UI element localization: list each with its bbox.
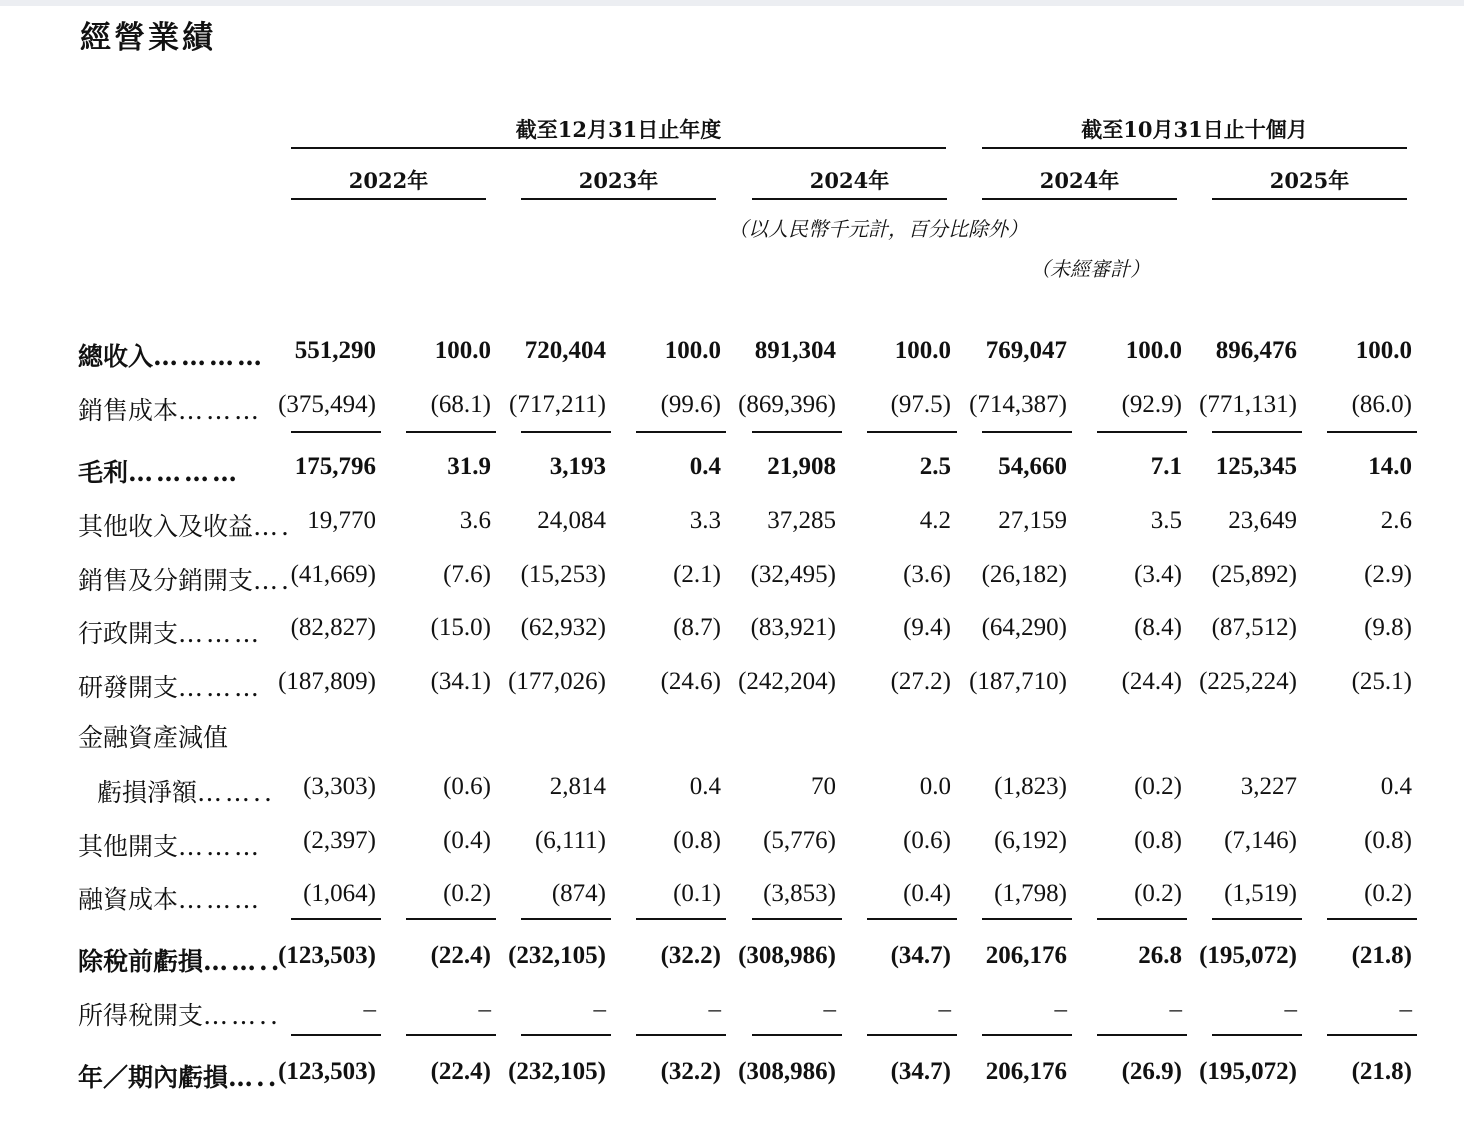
- amount-cell: (717,211): [509, 391, 606, 418]
- percent-cell: (0.8): [673, 827, 721, 854]
- percent-cell: (0.1): [673, 880, 721, 907]
- amount-cell: 896,476: [1215, 337, 1297, 364]
- percent-cell: (25.1): [1351, 668, 1412, 695]
- amount-cell: –: [823, 996, 836, 1023]
- row-label-text: 毛利: [78, 458, 129, 487]
- amount-cell: –: [1284, 996, 1297, 1023]
- percent-cell: 3.6: [459, 507, 491, 534]
- percent-cell: (97.5): [890, 391, 951, 418]
- percent-cell: 100.0: [434, 337, 491, 364]
- percent-cell: (99.6): [660, 391, 721, 418]
- top-border: [0, 0, 1464, 6]
- amount-cell: (32,495): [750, 561, 836, 588]
- subtotal-rule: [752, 431, 842, 433]
- amount-cell: (195,072): [1199, 942, 1297, 969]
- row-label-text: 銷售及分銷開支: [78, 566, 254, 595]
- percent-cell: 2.5: [919, 453, 951, 480]
- amount-cell: –: [593, 996, 606, 1023]
- amount-cell: 19,770: [307, 507, 376, 534]
- amount-cell: (26,182): [981, 561, 1067, 588]
- amount-cell: 24,084: [537, 507, 606, 534]
- row-label-text: 所得稅開支: [78, 1001, 204, 1030]
- percent-cell: 31.9: [447, 453, 491, 480]
- year-header-2023: 2023年: [578, 168, 659, 193]
- percent-cell: 3.3: [689, 507, 721, 534]
- amount-cell: (187,809): [278, 668, 376, 695]
- amount-cell: (1,064): [303, 880, 376, 907]
- percent-cell: (22.4): [430, 942, 491, 969]
- amount-cell: (1,519): [1224, 880, 1297, 907]
- percent-cell: (8.4): [1134, 614, 1182, 641]
- amount-cell: (232,105): [508, 942, 606, 969]
- percent-cell: (34.7): [890, 942, 951, 969]
- amount-cell: (242,204): [738, 668, 836, 695]
- percent-cell: 0.4: [1380, 773, 1412, 800]
- subtotal-rule: [406, 1034, 496, 1036]
- amount-cell: 70: [811, 773, 836, 800]
- row-label-text: 其他收入及收益: [78, 512, 254, 541]
- amount-cell: (771,131): [1199, 391, 1297, 418]
- leader-dots: ………: [178, 885, 263, 914]
- subtotal-rule: [291, 1034, 381, 1036]
- amount-cell: (7,146): [1224, 827, 1297, 854]
- subtotal-rule: [291, 918, 381, 920]
- subtotal-rule: [521, 918, 611, 920]
- amount-cell: (232,105): [508, 1058, 606, 1085]
- year-header-2022: 2022年: [348, 168, 429, 193]
- subtotal-rule: [291, 431, 381, 433]
- percent-cell: 14.0: [1368, 453, 1412, 480]
- leader-dots: …..: [228, 1063, 280, 1092]
- row-label: [78, 718, 228, 754]
- row-label-text: 銷售成本: [78, 396, 179, 425]
- amount-cell: (308,986): [738, 942, 836, 969]
- percent-cell: (22.4): [430, 1058, 491, 1085]
- amount-cell: 37,285: [767, 507, 836, 534]
- amount-cell: (3,853): [763, 880, 836, 907]
- row-label-text: 研發開支: [78, 673, 179, 702]
- amount-cell: (195,072): [1199, 1058, 1297, 1085]
- row-label: [78, 614, 262, 650]
- subtotal-rule: [867, 1034, 957, 1036]
- percent-cell: (9.8): [1364, 614, 1412, 641]
- amount-cell: –: [363, 996, 376, 1023]
- amount-cell: 3,193: [549, 453, 606, 480]
- subtotal-rule: [982, 1034, 1072, 1036]
- subtotal-rule: [1097, 1034, 1187, 1036]
- percent-cell: (2.1): [673, 561, 721, 588]
- percent-cell: (0.4): [443, 827, 491, 854]
- amount-cell: (87,512): [1211, 614, 1297, 641]
- year-rule-2024: [752, 198, 947, 200]
- subtotal-rule: [636, 431, 726, 433]
- group-header-annual: 截至12月31日止年度: [515, 117, 722, 142]
- amount-cell: 23,649: [1228, 507, 1297, 534]
- percent-cell: (0.4): [903, 880, 951, 907]
- percent-cell: (8.7): [673, 614, 721, 641]
- amount-cell: (82,827): [290, 614, 376, 641]
- row-label-text: 金融資產減值: [78, 723, 229, 752]
- percent-cell: (34.1): [430, 668, 491, 695]
- percent-cell: (27.2): [890, 668, 951, 695]
- leader-dots: ………: [178, 673, 263, 702]
- amount-cell: (2,397): [303, 827, 376, 854]
- amount-cell: (308,986): [738, 1058, 836, 1085]
- amount-cell: (1,823): [994, 773, 1067, 800]
- leader-dots: ….: [253, 566, 292, 595]
- amount-cell: 27,159: [998, 507, 1067, 534]
- percent-cell: (24.6): [660, 668, 721, 695]
- percent-cell: (7.6): [443, 561, 491, 588]
- amount-cell: 551,290: [294, 337, 376, 364]
- year-rule-2024-ten-month: [982, 198, 1177, 200]
- leader-dots: ………: [178, 396, 263, 425]
- percent-cell: 2.6: [1380, 507, 1412, 534]
- percent-cell: 0.0: [919, 773, 951, 800]
- subtotal-rule: [867, 918, 957, 920]
- percent-cell: 100.0: [1355, 337, 1412, 364]
- percent-cell: (0.2): [1364, 880, 1412, 907]
- percent-cell: 4.2: [919, 507, 951, 534]
- percent-cell: (9.4): [903, 614, 951, 641]
- subtotal-rule: [1097, 918, 1187, 920]
- amount-cell: (177,026): [508, 668, 606, 695]
- amount-cell: 21,908: [767, 453, 836, 480]
- amount-cell: 720,404: [524, 337, 606, 364]
- percent-cell: (0.6): [443, 773, 491, 800]
- percent-cell: 3.5: [1150, 507, 1182, 534]
- percent-cell: –: [938, 996, 951, 1023]
- row-label: [78, 668, 262, 704]
- subtotal-rule: [1097, 431, 1187, 433]
- row-label-text: 總收入: [78, 342, 154, 371]
- percent-cell: (2.9): [1364, 561, 1412, 588]
- subtotal-rule: [982, 918, 1072, 920]
- row-label-text: 除稅前虧損: [78, 947, 204, 976]
- amount-cell: 175,796: [294, 453, 376, 480]
- percent-cell: (3.4): [1134, 561, 1182, 588]
- percent-cell: (15.0): [430, 614, 491, 641]
- leader-dots: ….: [253, 512, 292, 541]
- amount-cell: 3,227: [1240, 773, 1297, 800]
- leader-dots: …………: [128, 458, 241, 487]
- percent-cell: –: [478, 996, 491, 1023]
- percent-cell: (21.8): [1351, 942, 1412, 969]
- percent-cell: 0.4: [689, 453, 721, 480]
- amount-cell: (6,111): [534, 827, 606, 854]
- amount-cell: (869,396): [738, 391, 836, 418]
- unit-note: （以人民幣千元計，百分比除外）: [728, 217, 1028, 241]
- percent-cell: 100.0: [664, 337, 721, 364]
- percent-cell: (3.6): [903, 561, 951, 588]
- percent-cell: –: [708, 996, 721, 1023]
- percent-cell: 100.0: [1125, 337, 1182, 364]
- percent-cell: –: [1399, 996, 1412, 1023]
- leader-dots: ……..: [197, 778, 275, 807]
- percent-cell: (92.9): [1121, 391, 1182, 418]
- leader-dots: ……..: [203, 1001, 281, 1030]
- amount-cell: 206,176: [985, 942, 1067, 969]
- percent-cell: (21.8): [1351, 1058, 1412, 1085]
- amount-cell: (714,387): [969, 391, 1067, 418]
- group-rule-annual: [291, 147, 946, 149]
- group-header-ten-month: 截至10月31日止十個月: [1081, 117, 1308, 142]
- amount-cell: (375,494): [278, 391, 376, 418]
- row-label-text: 虧損淨額: [97, 778, 198, 807]
- row-label-text: 行政開支: [78, 619, 179, 648]
- group-rule-ten-month: [982, 147, 1407, 149]
- percent-cell: (0.6): [903, 827, 951, 854]
- amount-cell: 125,345: [1215, 453, 1297, 480]
- subtotal-rule: [406, 918, 496, 920]
- leader-dots: ………: [178, 832, 263, 861]
- amount-cell: 2,814: [549, 773, 606, 800]
- subtotal-rule: [636, 1034, 726, 1036]
- percent-cell: (0.2): [1134, 880, 1182, 907]
- amount-cell: (6,192): [994, 827, 1067, 854]
- subtotal-rule: [1327, 918, 1417, 920]
- year-header-2024-ten-month: 2024年: [1039, 168, 1120, 193]
- amount-cell: (123,503): [278, 1058, 376, 1085]
- percent-cell: (0.2): [443, 880, 491, 907]
- amount-cell: (187,710): [969, 668, 1067, 695]
- percent-cell: (86.0): [1351, 391, 1412, 418]
- subtotal-rule: [521, 1034, 611, 1036]
- percent-cell: (68.1): [430, 391, 491, 418]
- amount-cell: (25,892): [1211, 561, 1297, 588]
- percent-cell: (26.9): [1121, 1058, 1182, 1085]
- row-label-text: 年／期內虧損: [78, 1063, 229, 1092]
- percent-cell: –: [1169, 996, 1182, 1023]
- row-label: [78, 391, 262, 427]
- percent-cell: (24.4): [1121, 668, 1182, 695]
- percent-cell: 26.8: [1138, 942, 1182, 969]
- amount-cell: 891,304: [754, 337, 836, 364]
- amount-cell: (5,776): [763, 827, 836, 854]
- amount-cell: 769,047: [985, 337, 1067, 364]
- amount-cell: 206,176: [985, 1058, 1067, 1085]
- amount-cell: (874): [551, 880, 606, 907]
- year-rule-2023: [521, 198, 716, 200]
- amount-cell: (41,669): [290, 561, 376, 588]
- amount-cell: (62,932): [520, 614, 606, 641]
- amount-cell: 54,660: [998, 453, 1067, 480]
- subtotal-rule: [521, 431, 611, 433]
- percent-cell: (32.2): [660, 1058, 721, 1085]
- amount-cell: (64,290): [981, 614, 1067, 641]
- amount-cell: (15,253): [520, 561, 606, 588]
- row-label-text: 融資成本: [78, 885, 179, 914]
- subtotal-rule: [1212, 918, 1302, 920]
- year-header-2024: 2024年: [809, 168, 890, 193]
- unaudited-note: （未經審計）: [1030, 257, 1150, 281]
- amount-cell: (1,798): [994, 880, 1067, 907]
- subtotal-rule: [636, 918, 726, 920]
- percent-cell: 0.4: [689, 773, 721, 800]
- amount-cell: –: [1054, 996, 1067, 1023]
- leader-dots: …………: [153, 342, 266, 371]
- row-label: [78, 827, 262, 863]
- subtotal-rule: [867, 431, 957, 433]
- percent-cell: (0.8): [1134, 827, 1182, 854]
- percent-cell: 100.0: [894, 337, 951, 364]
- subtotal-rule: [752, 918, 842, 920]
- subtotal-rule: [982, 431, 1072, 433]
- amount-cell: (123,503): [278, 942, 376, 969]
- amount-cell: (83,921): [750, 614, 836, 641]
- year-header-2025-ten-month: 2025年: [1269, 168, 1350, 193]
- amount-cell: (225,224): [1199, 668, 1297, 695]
- subtotal-rule: [1327, 1034, 1417, 1036]
- amount-cell: (3,303): [303, 773, 376, 800]
- section-title: 經營業績: [80, 20, 216, 56]
- subtotal-rule: [1212, 1034, 1302, 1036]
- subtotal-rule: [1212, 431, 1302, 433]
- row-label: [78, 880, 262, 916]
- percent-cell: (34.7): [890, 1058, 951, 1085]
- row-label: [78, 453, 240, 489]
- leader-dots: ………: [178, 619, 263, 648]
- year-rule-2022: [291, 198, 486, 200]
- percent-cell: 7.1: [1150, 453, 1182, 480]
- year-rule-2025-ten-month: [1212, 198, 1407, 200]
- leader-dots: ……..: [203, 947, 283, 976]
- subtotal-rule: [1327, 431, 1417, 433]
- subtotal-rule: [752, 1034, 842, 1036]
- percent-cell: (0.8): [1364, 827, 1412, 854]
- row-label-text: 其他開支: [78, 832, 179, 861]
- subtotal-rule: [406, 431, 496, 433]
- percent-cell: (0.2): [1134, 773, 1182, 800]
- percent-cell: (32.2): [660, 942, 721, 969]
